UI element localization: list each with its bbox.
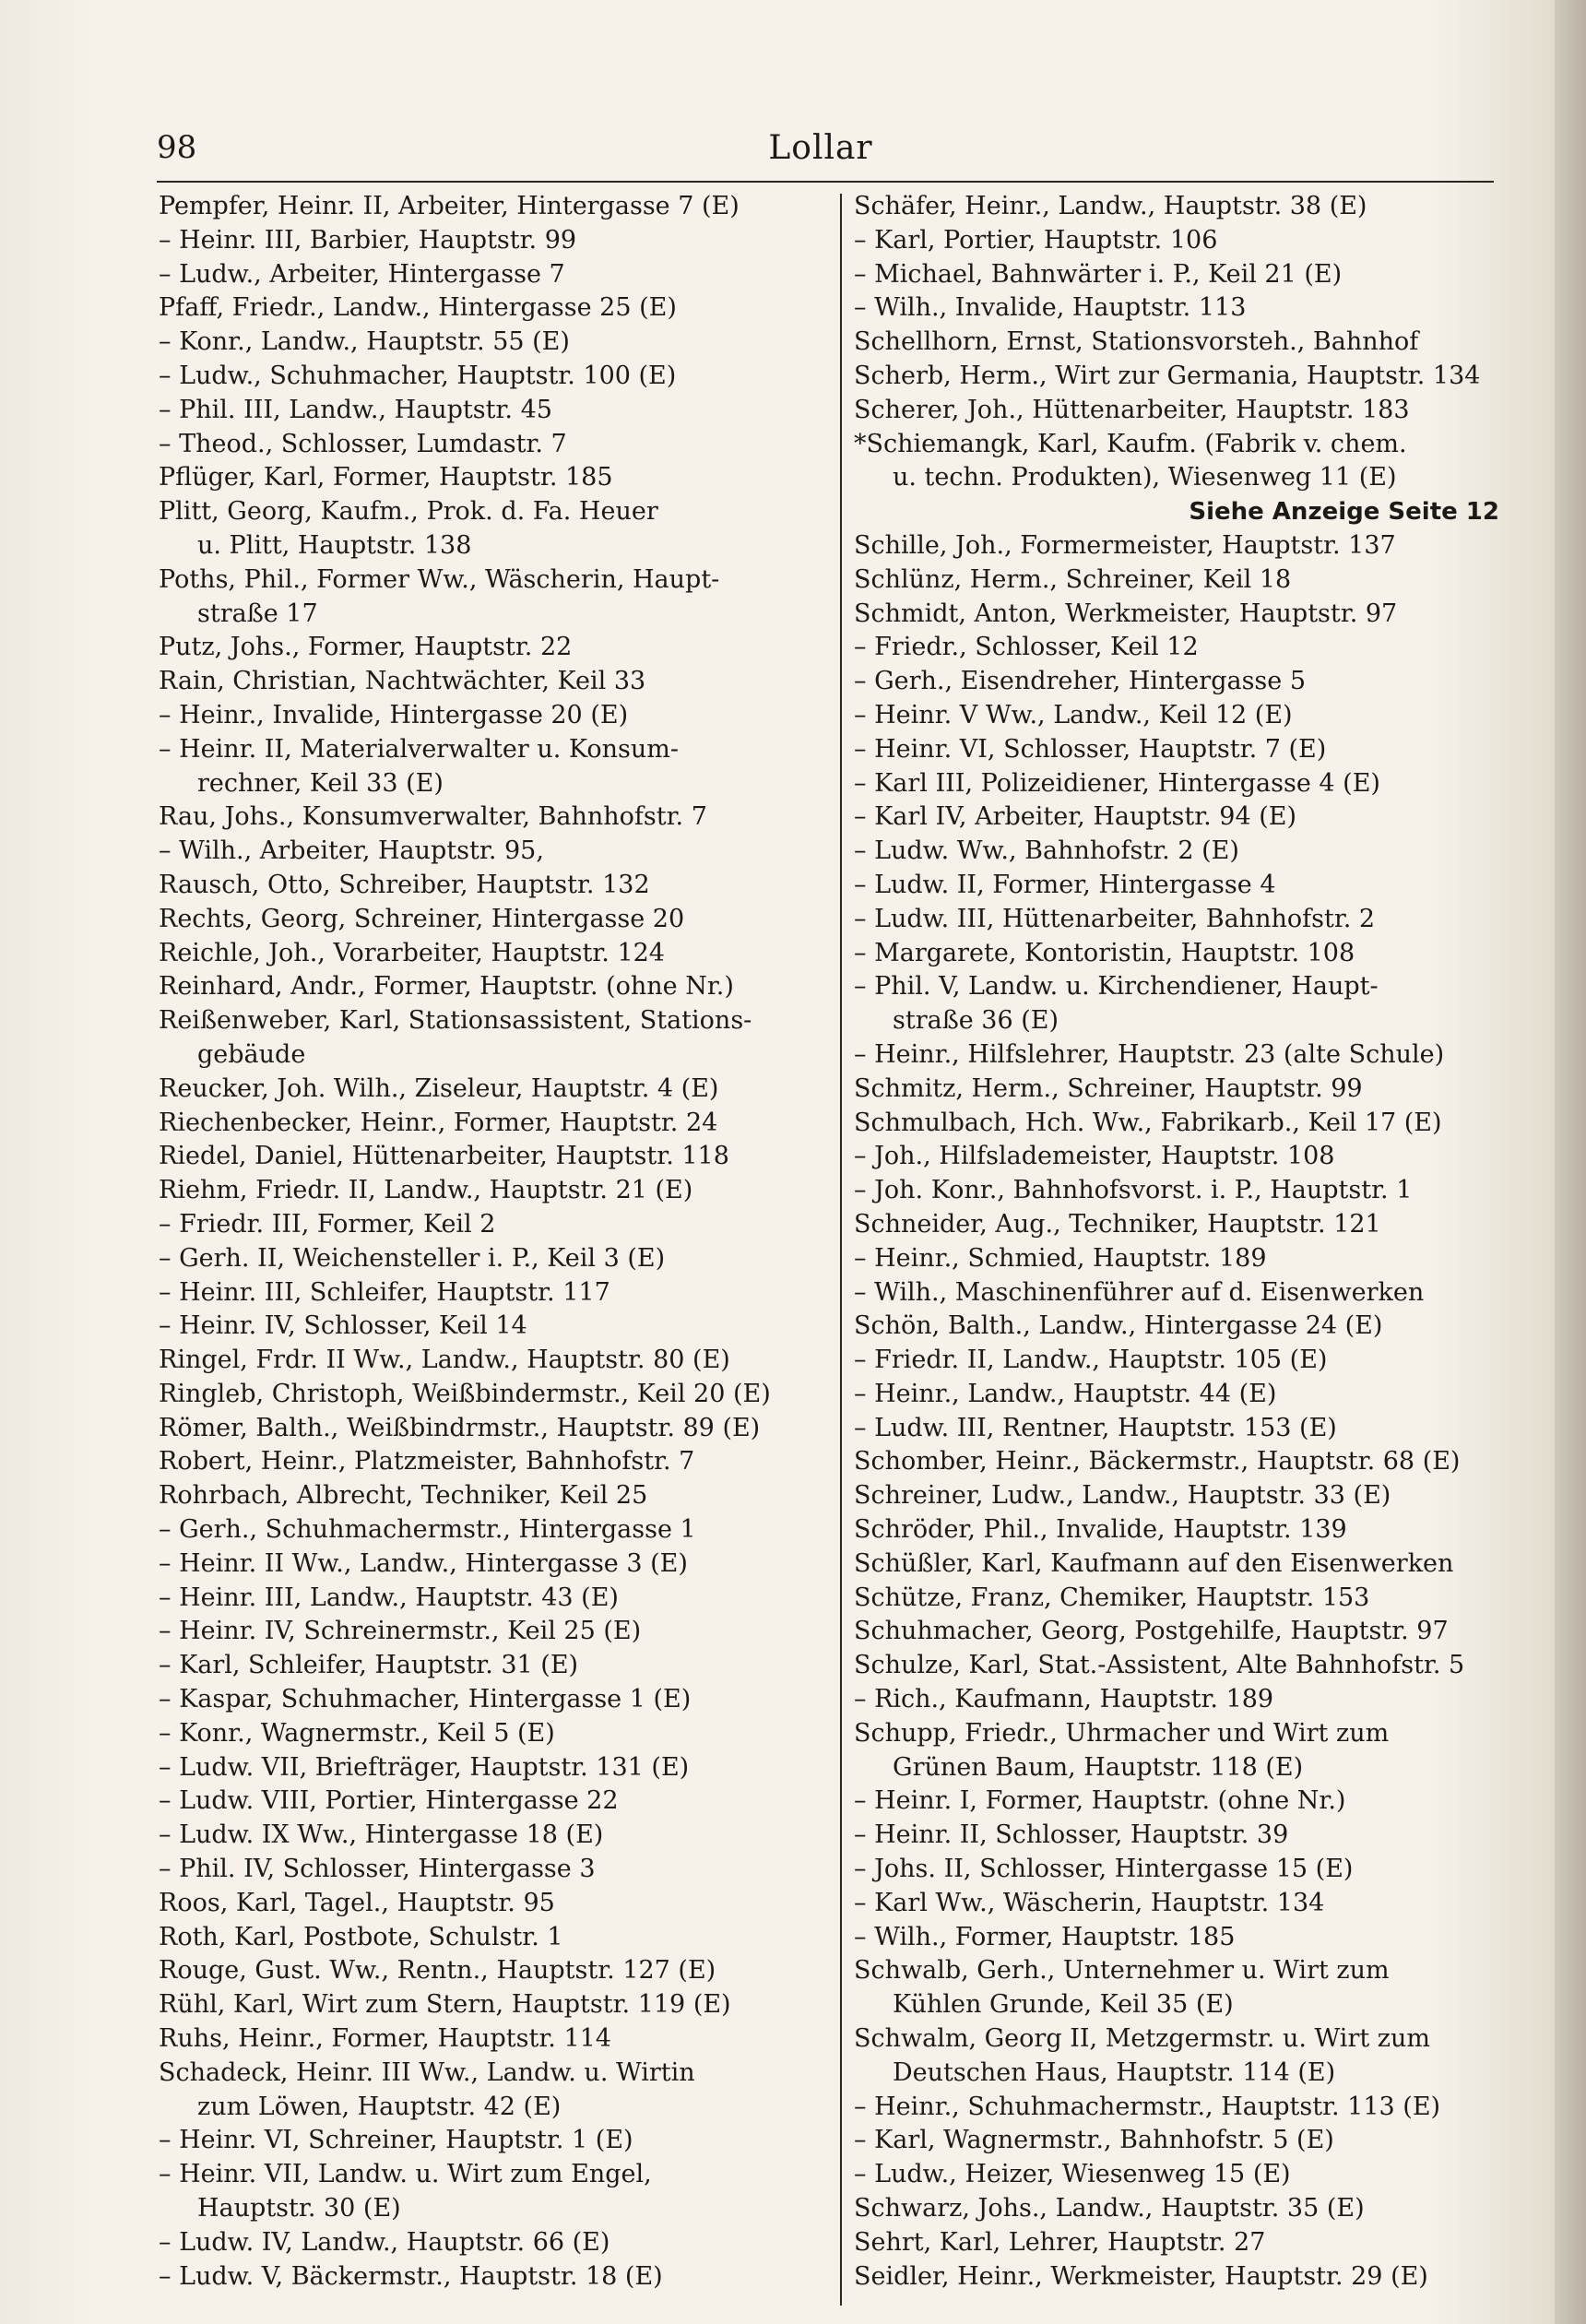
directory-entry: rechner, Keil 33 (E) <box>197 768 444 798</box>
directory-entry: – Heinr. II, Materialverwalter u. Konsum- <box>159 734 679 764</box>
directory-entry: – Gerh. II, Weichensteller i. P., Keil 3 (E) <box>159 1243 666 1273</box>
page-header <box>157 129 1485 175</box>
directory-entry: – Ludw., Schuhmacher, Hauptstr. 100 (E) <box>159 361 677 390</box>
directory-entry: Schwalb, Gerh., Unternehmer u. Wirt zum <box>854 1956 1390 1986</box>
directory-entry: Roth, Karl, Postbote, Schulstr. 1 <box>159 1922 563 1951</box>
directory-entry: Seidler, Heinr., Werkmeister, Hauptstr. 29 (E) <box>854 2261 1428 2291</box>
directory-entry: – Heinr. II Ww., Landw., Hintergasse 3 (E) <box>159 1548 688 1578</box>
directory-entry: – Ludw. III, Rentner, Hauptstr. 153 (E) <box>854 1413 1337 1442</box>
directory-entry: – Heinr., Schmied, Hauptstr. 189 <box>854 1243 1267 1273</box>
directory-entry: – Karl, Portier, Hauptstr. 106 <box>854 225 1218 255</box>
directory-entry: Reichle, Joh., Vorarbeiter, Hauptstr. 124 <box>159 938 665 967</box>
directory-entry: Ruhs, Heinr., Former, Hauptstr. 114 <box>159 2024 611 2054</box>
directory-entry: Schwarz, Johs., Landw., Hauptstr. 35 (E) <box>854 2194 1365 2223</box>
directory-entry: – Heinr. II, Schlosser, Hauptstr. 39 <box>854 1820 1289 1850</box>
directory-entry: Riechenbecker, Heinr., Former, Hauptstr. 24 <box>159 1108 718 1137</box>
directory-entry: Deutschen Haus, Hauptstr. 114 (E) <box>893 2057 1336 2087</box>
directory-entry: zum Löwen, Hauptstr. 42 (E) <box>197 2092 562 2121</box>
directory-entry: Schuhmacher, Georg, Postgehilfe, Hauptstr. 97 <box>854 1617 1449 1646</box>
directory-entry: – Karl IV, Arbeiter, Hauptstr. 94 (E) <box>854 802 1297 832</box>
directory-entry: – Theod., Schlosser, Lumdastr. 7 <box>159 429 567 458</box>
directory-entry: Schulze, Karl, Stat.-Assistent, Alte Bahnhofstr. 5 <box>854 1651 1465 1680</box>
directory-entry: – Wilh., Former, Hauptstr. 185 <box>854 1922 1236 1951</box>
directory-entry: Schüßler, Karl, Kaufmann auf den Eisenwerken <box>854 1548 1454 1578</box>
directory-entry: – Heinr. III, Schleifer, Hauptstr. 117 <box>159 1277 610 1307</box>
directory-entry: – Heinr. V Ww., Landw., Keil 12 (E) <box>854 700 1293 729</box>
directory-entry: – Konr., Wagnermstr., Keil 5 (E) <box>159 1718 555 1748</box>
directory-entry: Rouge, Gust. Ww., Rentn., Hauptstr. 127 (E) <box>159 1956 716 1986</box>
directory-entry: Pempfer, Heinr. II, Arbeiter, Hintergasse 7 (E) <box>159 192 740 220</box>
directory-entry: – Joh., Hilfslademeister, Hauptstr. 108 <box>854 1142 1335 1171</box>
directory-entry: – Ludw. V, Bäckermstr., Hauptstr. 18 (E) <box>159 2261 663 2291</box>
directory-entry: u. techn. Produkten), Wiesenweg 11 (E) <box>893 463 1397 492</box>
directory-entry: Römer, Balth., Weißbindrmstr., Hauptstr. 89 (E) <box>159 1413 761 1442</box>
directory-entry: Kühlen Grunde, Keil 35 (E) <box>893 1990 1234 2020</box>
directory-entry: – Ludw. IV, Landw., Hauptstr. 66 (E) <box>159 2227 610 2257</box>
right-column <box>854 190 1499 2294</box>
directory-entry: – Kaspar, Schuhmacher, Hintergasse 1 (E) <box>159 1685 692 1714</box>
directory-entry: Scherb, Herm., Wirt zur Germania, Hauptstr. 134 <box>854 361 1481 390</box>
directory-entry: Plitt, Georg, Kaufm., Prok. d. Fa. Heuer <box>159 497 658 527</box>
directory-entry: Putz, Johs., Former, Hauptstr. 22 <box>159 633 573 662</box>
directory-entry: gebäude <box>197 1039 306 1069</box>
directory-entry: straße 17 <box>197 599 318 628</box>
directory-entry: – Joh. Konr., Bahnhofsvorst. i. P., Hauptstr. 1 <box>854 1176 1413 1205</box>
directory-entry: Schäfer, Heinr., Landw., Hauptstr. 38 (E) <box>854 192 1367 220</box>
directory-entry: – Phil. IV, Schlosser, Hintergasse 3 <box>159 1855 596 1884</box>
directory-entry: – Heinr., Invalide, Hintergasse 20 (E) <box>159 700 629 729</box>
directory-entry: Schmulbach, Hch. Ww., Fabrikarb., Keil 17 (E) <box>854 1108 1442 1137</box>
directory-entry: – Wilh., Maschinenführer auf d. Eisenwerken <box>854 1277 1425 1307</box>
directory-entry: Hauptstr. 30 (E) <box>197 2194 401 2223</box>
directory-entry: – Heinr., Schuhmachermstr., Hauptstr. 113 (E) <box>854 2092 1441 2121</box>
directory-entry: – Wilh., Arbeiter, Hauptstr. 95, <box>159 836 544 866</box>
directory-entry: – Gerh., Eisendreher, Hintergasse 5 <box>854 667 1307 696</box>
directory-entry: Schreiner, Ludw., Landw., Hauptstr. 33 (E) <box>854 1481 1391 1511</box>
directory-entry: – Gerh., Schuhmachermstr., Hintergasse 1 <box>159 1515 696 1545</box>
directory-entry: Schwalm, Georg II, Metzgermstr. u. Wirt zum <box>854 2024 1430 2054</box>
directory-entry: – Karl, Schleifer, Hauptstr. 31 (E) <box>159 1651 579 1680</box>
directory-entry: Schmidt, Anton, Werkmeister, Hauptstr. 97 <box>854 599 1398 628</box>
directory-entry: Schupp, Friedr., Uhrmacher und Wirt zum <box>854 1718 1390 1748</box>
directory-entry: Riehm, Friedr. II, Landw., Hauptstr. 21 (E) <box>159 1176 693 1205</box>
running-title: Lollar <box>768 129 873 167</box>
header-rule <box>157 181 1494 183</box>
directory-entry: Grünen Baum, Hauptstr. 118 (E) <box>893 1752 1304 1782</box>
directory-entry: – Ludw. VII, Briefträger, Hauptstr. 131 (E) <box>159 1752 690 1782</box>
directory-entry: straße 36 (E) <box>893 1006 1059 1036</box>
directory-entry: Sehrt, Karl, Lehrer, Hauptstr. 27 <box>854 2227 1266 2257</box>
directory-entry: Reucker, Joh. Wilh., Ziseleur, Hauptstr. 4 (E) <box>159 1073 719 1103</box>
directory-entry: – Heinr. I, Former, Hauptstr. (ohne Nr.) <box>854 1786 1346 1816</box>
directory-entry: – Friedr. II, Landw., Hauptstr. 105 (E) <box>854 1346 1328 1375</box>
directory-entry: Pfaff, Friedr., Landw., Hintergasse 25 (E) <box>159 293 677 323</box>
directory-entry: Schille, Joh., Formermeister, Hauptstr. 137 <box>854 530 1396 560</box>
directory-entry: u. Plitt, Hauptstr. 138 <box>197 530 472 560</box>
directory-entry: – Friedr., Schlosser, Keil 12 <box>854 633 1199 662</box>
column-divider <box>840 194 842 2306</box>
directory-entry: Schomber, Heinr., Bäckermstr., Hauptstr. 68 (E) <box>854 1447 1461 1476</box>
left-column <box>159 190 832 2294</box>
directory-entry: – Johs. II, Schlosser, Hintergasse 15 (E) <box>854 1855 1354 1884</box>
page-number: 98 <box>157 129 197 166</box>
directory-entry: – Heinr. VI, Schreiner, Hauptstr. 1 (E) <box>159 2126 633 2155</box>
directory-entry: Schön, Balth., Landw., Hintergasse 24 (E) <box>854 1311 1383 1341</box>
directory-entry: – Heinr. III, Landw., Hauptstr. 43 (E) <box>159 1583 619 1612</box>
directory-entry: – Heinr. III, Barbier, Hauptstr. 99 <box>159 225 577 255</box>
directory-entry: Poths, Phil., Former Ww., Wäscherin, Haupt- <box>159 564 720 594</box>
directory-entry: – Friedr. III, Former, Keil 2 <box>159 1209 496 1239</box>
directory-entry: – Phil. V, Landw. u. Kirchendiener, Haupt- <box>854 972 1379 1002</box>
directory-entry: *Schiemangk, Karl, Kaufm. (Fabrik v. chem. <box>854 429 1407 458</box>
directory-entry: – Karl III, Polizeidiener, Hintergasse 4 (E) <box>854 768 1380 798</box>
directory-entry: Rain, Christian, Nachtwächter, Keil 33 <box>159 667 646 696</box>
directory-entry: Schmitz, Herm., Schreiner, Hauptstr. 99 <box>854 1073 1363 1103</box>
directory-entry: – Heinr. IV, Schlosser, Keil 14 <box>159 1311 527 1341</box>
directory-entry: Rausch, Otto, Schreiber, Hauptstr. 132 <box>159 870 650 899</box>
advertisement-reference: Siehe Anzeige Seite 12 <box>1189 498 1499 527</box>
directory-entry: Rohrbach, Albrecht, Techniker, Keil 25 <box>159 1481 648 1511</box>
directory-entry: Schütze, Franz, Chemiker, Hauptstr. 153 <box>854 1583 1370 1612</box>
directory-entry: – Margarete, Kontoristin, Hauptstr. 108 <box>854 938 1355 967</box>
directory-entry: – Michael, Bahnwärter i. P., Keil 21 (E) <box>854 259 1343 289</box>
directory-entry: – Konr., Landw., Hauptstr. 55 (E) <box>159 327 570 357</box>
directory-entry: Scherer, Joh., Hüttenarbeiter, Hauptstr. 183 <box>854 395 1410 424</box>
directory-entry: – Ludw. IX Ww., Hintergasse 18 (E) <box>159 1820 604 1850</box>
directory-entry: Rau, Johs., Konsumverwalter, Bahnhofstr. 7 <box>159 802 707 832</box>
directory-entry: – Ludw. Ww., Bahnhofstr. 2 (E) <box>854 836 1239 866</box>
directory-entry: – Ludw. VIII, Portier, Hintergasse 22 <box>159 1786 619 1816</box>
directory-entry: Reinhard, Andr., Former, Hauptstr. (ohne Nr.) <box>159 972 734 1002</box>
directory-entry: – Heinr., Landw., Hauptstr. 44 (E) <box>854 1379 1277 1408</box>
directory-entry: – Phil. III, Landw., Hauptstr. 45 <box>159 395 552 424</box>
directory-entry: – Heinr. VI, Schlosser, Hauptstr. 7 (E) <box>854 734 1327 764</box>
directory-entry: – Ludw., Arbeiter, Hintergasse 7 <box>159 259 565 289</box>
directory-entry: Schneider, Aug., Techniker, Hauptstr. 121 <box>854 1209 1381 1239</box>
directory-entry: – Karl, Wagnermstr., Bahnhofstr. 5 (E) <box>854 2126 1334 2155</box>
directory-entry: – Rich., Kaufmann, Hauptstr. 189 <box>854 1685 1274 1714</box>
directory-entry: Schröder, Phil., Invalide, Hauptstr. 139 <box>854 1515 1347 1545</box>
directory-entry: – Ludw., Heizer, Wiesenweg 15 (E) <box>854 2160 1291 2189</box>
directory-entry: – Heinr. IV, Schreinermstr., Keil 25 (E) <box>159 1617 642 1646</box>
directory-entry: Roos, Karl, Tagel., Hauptstr. 95 <box>159 1888 555 1917</box>
directory-entry: Schlünz, Herm., Schreiner, Keil 18 <box>854 564 1292 594</box>
directory-entry: Schellhorn, Ernst, Stationsvorsteh., Bahnhof <box>854 327 1419 357</box>
page-edge-shadow <box>1555 0 1586 2324</box>
directory-entry: – Wilh., Invalide, Hauptstr. 113 <box>854 293 1247 323</box>
directory-entry: Pflüger, Karl, Former, Hauptstr. 185 <box>159 463 613 492</box>
directory-entry: Ringel, Frdr. II Ww., Landw., Hauptstr. 80 (E) <box>159 1346 730 1375</box>
directory-entry: – Ludw. II, Former, Hintergasse 4 <box>854 870 1276 899</box>
directory-entry: Schadeck, Heinr. III Ww., Landw. u. Wirtin <box>159 2057 695 2087</box>
directory-entry: – Karl Ww., Wäscherin, Hauptstr. 134 <box>854 1888 1325 1917</box>
directory-entry: – Ludw. III, Hüttenarbeiter, Bahnhofstr. 2 <box>854 904 1376 933</box>
directory-entry: Robert, Heinr., Platzmeister, Bahnhofstr. 7 <box>159 1447 695 1476</box>
directory-entry: Reißenweber, Karl, Stationsassistent, Stations- <box>159 1006 752 1036</box>
directory-entry: – Heinr. VII, Landw. u. Wirt zum Engel, <box>159 2160 652 2189</box>
directory-entry: Ringleb, Christoph, Weißbindermstr., Keil 20 (E) <box>159 1379 771 1408</box>
directory-entry: Rechts, Georg, Schreiner, Hintergasse 20 <box>159 904 685 933</box>
directory-entry: Riedel, Daniel, Hüttenarbeiter, Hauptstr. 118 <box>159 1142 729 1171</box>
directory-entry: Rühl, Karl, Wirt zum Stern, Hauptstr. 119 (E) <box>159 1990 731 2020</box>
directory-entry: – Heinr., Hilfslehrer, Hauptstr. 23 (alte Schule) <box>854 1039 1445 1069</box>
